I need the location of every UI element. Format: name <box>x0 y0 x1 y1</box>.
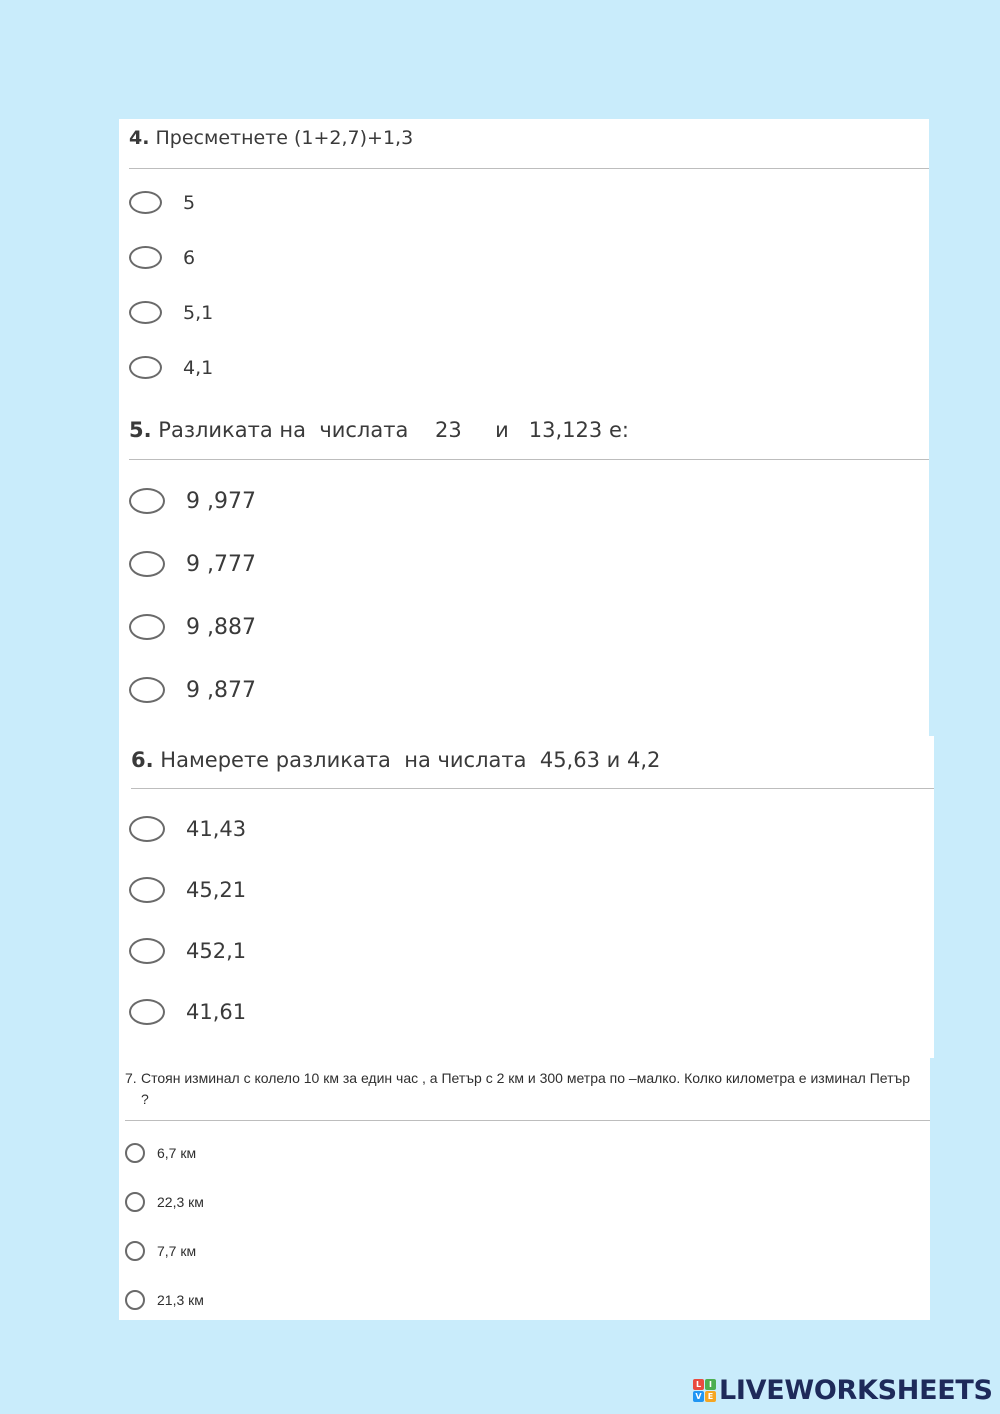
radio-button[interactable] <box>129 816 165 842</box>
question-title <box>131 748 934 789</box>
radio-button[interactable] <box>129 551 165 577</box>
answer-option[interactable] <box>129 677 256 703</box>
question-card-6 <box>119 736 934 1058</box>
logo-tile: L <box>693 1379 704 1390</box>
radio-button[interactable] <box>129 301 162 324</box>
radio-button[interactable] <box>129 999 165 1025</box>
answer-option[interactable] <box>125 1241 196 1261</box>
answer-option[interactable] <box>129 938 246 964</box>
option-label: 5,1 <box>183 301 214 324</box>
option-label: 452,1 <box>186 939 247 963</box>
radio-button[interactable] <box>129 877 165 903</box>
radio-button[interactable] <box>125 1290 145 1310</box>
question-text: Стоян изминал с колело 10 км за един час , а Петър с 2 км и 300 метра по –малко. Колко километра е изминал Петър ? <box>141 1070 911 1107</box>
option-label: 22,3 км <box>157 1194 204 1210</box>
radio-button[interactable] <box>129 614 165 640</box>
answer-option[interactable] <box>125 1290 204 1310</box>
option-label: 6,7 км <box>157 1145 197 1161</box>
question-number: 5. <box>129 418 152 442</box>
option-label: 7,7 км <box>157 1243 197 1259</box>
question-title <box>129 127 929 169</box>
answer-option[interactable] <box>129 191 195 214</box>
answer-option[interactable] <box>129 877 246 903</box>
option-label: 4,1 <box>183 356 214 379</box>
question-text: Разликата на числата 23 и 13,123 е: <box>158 418 629 442</box>
option-label: 41,61 <box>186 1000 247 1024</box>
logo-tile: I <box>705 1379 716 1390</box>
question-number: 4. <box>129 127 150 149</box>
logo-tile: E <box>705 1391 716 1402</box>
brand-name: LIVEWORKSHEETS <box>719 1374 993 1406</box>
answer-option[interactable] <box>129 816 246 842</box>
answer-option[interactable] <box>129 246 195 269</box>
answer-option[interactable] <box>129 999 246 1025</box>
question-text: Намерете разликата на числата 45,63 и 4,2 <box>160 748 661 772</box>
radio-button[interactable] <box>129 356 162 379</box>
logo-tile: V <box>693 1391 704 1402</box>
answer-option[interactable] <box>129 488 256 514</box>
option-label: 9 ,877 <box>186 677 256 703</box>
question-card-4 <box>119 119 929 406</box>
question-title <box>125 1068 930 1121</box>
question-number: 7. <box>125 1070 137 1086</box>
radio-button[interactable] <box>129 246 162 269</box>
answer-option[interactable] <box>129 301 213 324</box>
radio-button[interactable] <box>129 488 165 514</box>
question-card-7 <box>119 1058 930 1320</box>
radio-button[interactable] <box>129 938 165 964</box>
option-label: 9 ,777 <box>186 551 256 577</box>
answer-option[interactable] <box>125 1143 196 1163</box>
radio-button[interactable] <box>125 1241 145 1261</box>
option-label: 6 <box>183 246 196 269</box>
radio-button[interactable] <box>129 191 162 214</box>
question-title <box>129 418 929 460</box>
option-label: 45,21 <box>186 878 247 902</box>
liveworksheets-logo <box>693 1375 993 1405</box>
option-label: 5 <box>183 191 196 214</box>
radio-button[interactable] <box>125 1143 145 1163</box>
answer-option[interactable] <box>129 551 256 577</box>
option-label: 21,3 км <box>157 1292 204 1308</box>
option-label: 41,43 <box>186 817 247 841</box>
answer-option[interactable] <box>129 614 256 640</box>
answer-option[interactable] <box>125 1192 204 1212</box>
answer-option[interactable] <box>129 356 213 379</box>
option-label: 9 ,887 <box>186 614 256 640</box>
liveworksheets-icon <box>693 1379 716 1402</box>
radio-button[interactable] <box>129 677 165 703</box>
question-card-5 <box>119 406 929 736</box>
option-label: 9 ,977 <box>186 488 256 514</box>
question-number: 6. <box>131 748 154 772</box>
radio-button[interactable] <box>125 1192 145 1212</box>
question-text: Пресметнете (1+2,7)+1,3 <box>155 127 414 149</box>
